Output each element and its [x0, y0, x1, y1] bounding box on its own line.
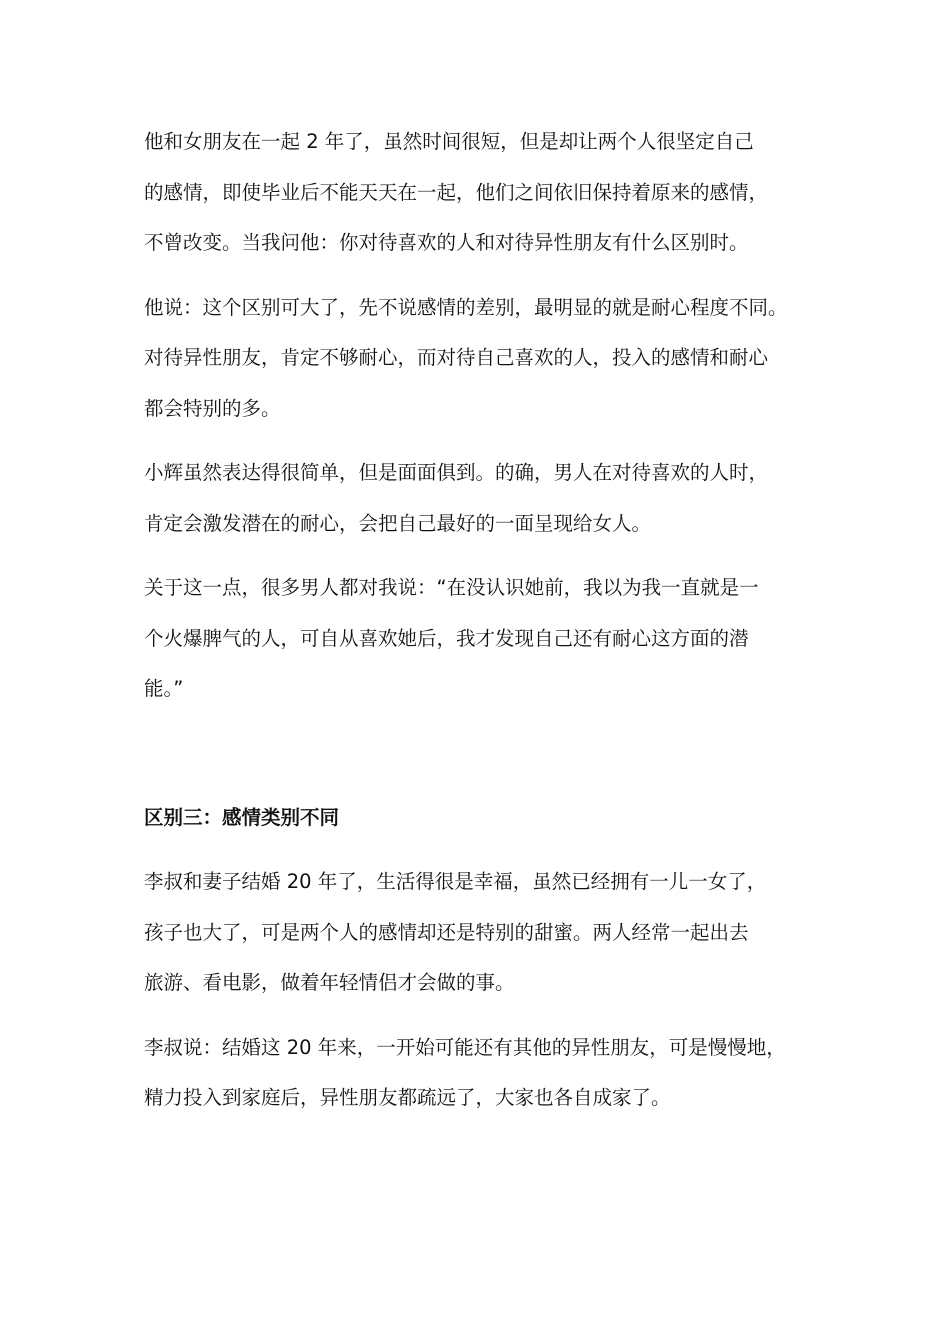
paragraph-line: 旅游、看电影，做着年轻情侣才会做的事。: [144, 971, 515, 994]
paragraph-line: 不曾改变。当我问他：你对待喜欢的人和对待异性朋友有什么区别时。: [144, 231, 749, 254]
paragraph-line: 能。”: [144, 677, 184, 700]
paragraph-line: 他说：这个区别可大了，先不说感情的差别，最明显的就是耐心程度不同。: [144, 295, 788, 319]
paragraph-3: [144, 448, 824, 549]
paragraph-line: 肯定会激发潜在的耐心，会把自己最好的一面呈现给女人。: [144, 511, 652, 535]
paragraph-4: [144, 563, 824, 715]
paragraph-line: 李叔和妻子结婚 20 年了，生活得很是幸福，虽然已经拥有一儿一女了，: [144, 870, 767, 893]
paragraph-line: 都会特别的多。: [144, 396, 281, 420]
paragraph-line: 的感情，即使毕业后不能天天在一起，他们之间依旧保持着原来的感情，: [144, 180, 769, 204]
paragraph-line: 孩子也大了，可是两个人的感情却还是特别的甜蜜。两人经常一起出去: [144, 920, 749, 944]
paragraph-line: 他和女朋友在一起 2 年了，虽然时间很短，但是却让两个人很坚定自己: [144, 130, 754, 153]
document-body: [144, 117, 824, 1124]
paragraph-line: 小辉虽然表达得很简单，但是面面俱到。的确，男人在对待喜欢的人时，: [144, 461, 769, 484]
paragraph-line: 关于这一点，很多男人都对我说：“在没认识她前，我以为我一直就是一: [144, 576, 759, 599]
section-heading: 区别三：感情类别不同: [144, 805, 340, 829]
paragraph-5: [144, 857, 824, 1009]
paragraph-line: 对待异性朋友，肯定不够耐心，而对待自己喜欢的人，投入的感情和耐心: [144, 346, 769, 369]
paragraph-line: 个火爆脾气的人，可自从喜欢她后，我才发现自己还有耐心这方面的潜: [144, 626, 749, 650]
paragraph-1: [144, 117, 824, 269]
paragraph-2: [144, 283, 824, 435]
paragraph-6: [144, 1023, 824, 1124]
paragraph-line: 李叔说：结婚这 20 年来，一开始可能还有其他的异性朋友，可是慢慢地，: [144, 1035, 786, 1059]
paragraph-line: 精力投入到家庭后，异性朋友都疏远了，大家也各自成家了。: [144, 1086, 671, 1109]
